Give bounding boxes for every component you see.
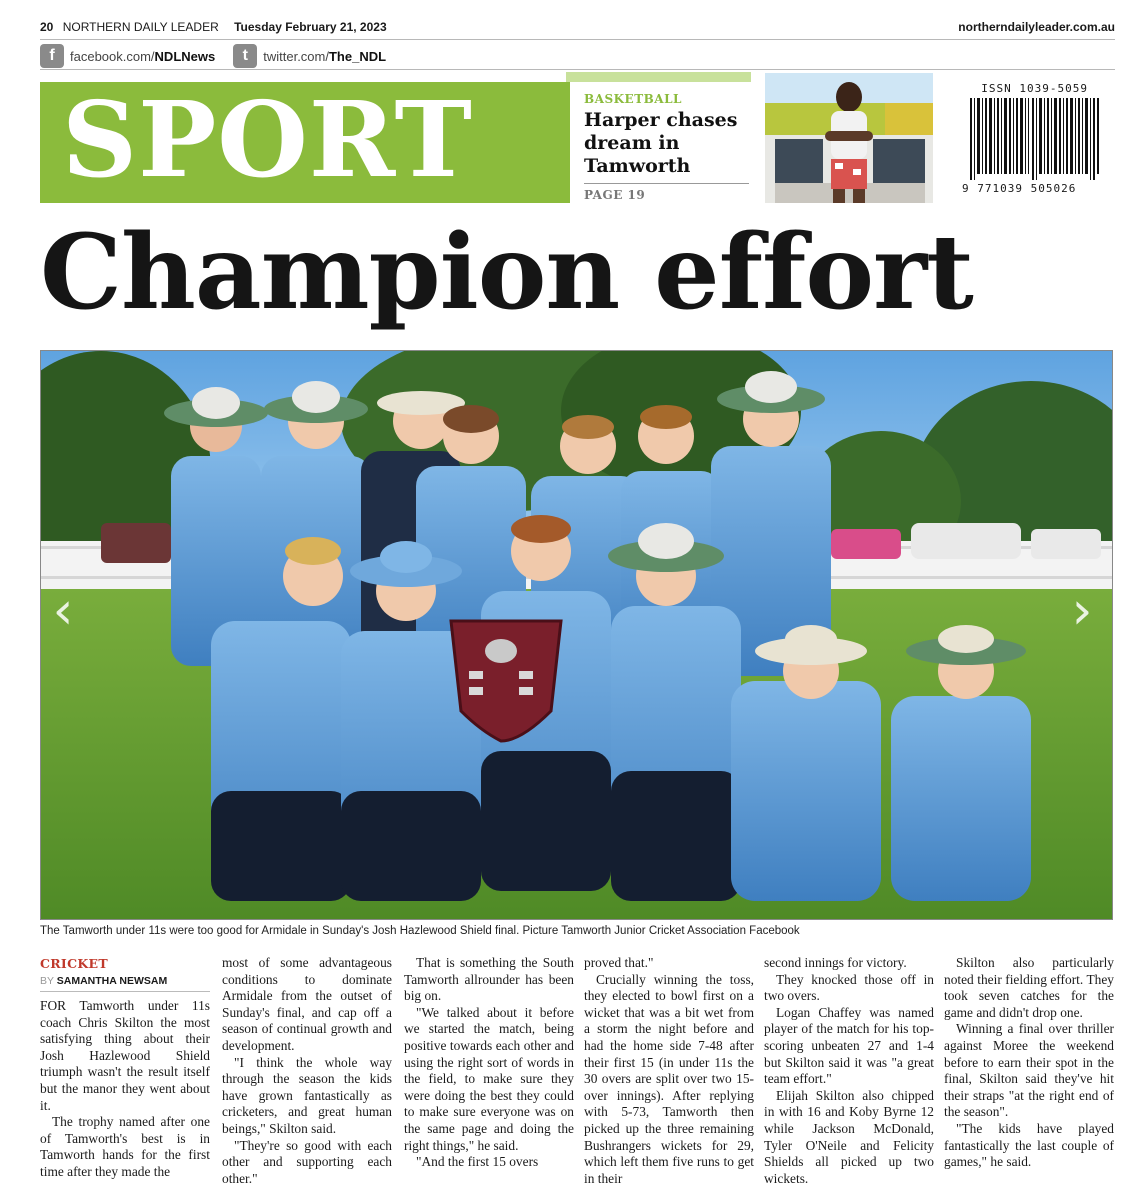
article-category: CRICKET	[40, 956, 108, 971]
section-banner	[40, 82, 570, 203]
barcode-number: 9 771039 505026	[962, 182, 1077, 195]
publication-name: NORTHERN DAILY LEADER	[62, 20, 219, 34]
next-photo-arrow-icon[interactable]: ›	[1071, 581, 1093, 641]
team-photo-illustration	[41, 351, 1113, 920]
article-paragraph: Crucially winning the toss, they elected to bowl first on a wicket that was a bit wet from a storm the night before and had the home side 7-48 after their first 15 (in under 11s the 30 overs are split over two 15-over innings). After replying with 5-73, Tamworth then picked up the three remaining Bushrangers wickets for 29, which left them five runs to get in their	[584, 971, 754, 1186]
article-column-1	[40, 955, 210, 1181]
teaser-headline: Harper chases dream in Tamworth	[584, 109, 738, 177]
article-paragraph: Elijah Skilton also chipped in with 16 and Koby Byrne 12 while Jackson McDonald, Tyler O'Neile and Felicity Shields all picked up two wickets.	[764, 1087, 934, 1186]
author-name: SAMANTHA NEWSAM	[56, 975, 168, 987]
main-headline: Champion effort	[40, 212, 973, 333]
article-paragraph: most of some advantageous conditions to dominate Armidale from the outset of Sunday's final, and cap off a season of continual growth and development.	[222, 955, 392, 1053]
twitter-link[interactable]: twitter.com/The_NDL	[263, 48, 387, 64]
section-title: SPORT	[62, 82, 473, 201]
issue-date: Tuesday February 21, 2023	[234, 20, 387, 34]
article-byline: BY SAMANTHA NEWSAM	[40, 975, 168, 987]
social-links	[40, 44, 404, 68]
article-paragraph: The trophy named after one of Tamworth's best is in Tamworth hands for the first time after they made the	[40, 1114, 210, 1179]
article-paragraph: Logan Chaffey was named player of the match for his top-scoring unbeaten 27 and 1-4 but Skilton said it was "a great team effort."	[764, 1004, 934, 1087]
article-paragraph: "We talked about it before we started the match, being positive towards each other and using the right sort of words in the field, to make sure they were doing the best they could to make sure everyone was on the same page and doing the right things," he said.	[404, 1004, 574, 1153]
article-paragraph: "I think the whole way through the season the kids have grown fantastically as cricketers, and great human beings," Skilton said.	[222, 1054, 392, 1136]
article-paragraph: second innings for victory.	[764, 955, 907, 970]
teaser-box[interactable]	[584, 92, 749, 202]
barcode-block	[960, 82, 1100, 197]
facebook-link[interactable]: facebook.com/NDLNews	[70, 48, 216, 64]
article-column-5	[764, 955, 934, 1187]
article-paragraph: Winning a final over thriller against Moree the weekend before to earn their spot in the final, Skilton said they've hit their straps "at the right end of the season".	[944, 1021, 1114, 1120]
issn-number: ISSN 1039-5059	[981, 82, 1088, 95]
website-link[interactable]: northerndailyleader.com.au	[958, 20, 1115, 34]
article-paragraph: They knocked those off in two overs.	[764, 971, 934, 1004]
article-column-4	[584, 955, 754, 1187]
facebook-icon: f	[40, 44, 64, 68]
page-number: 20	[40, 20, 54, 34]
twitter-icon: t	[233, 44, 257, 68]
article-column-3	[404, 955, 574, 1171]
teaser-photo	[765, 73, 933, 203]
article-paragraph: Skilton also particularly noted their fielding effort. They took seven catches for the game and didn't drop one.	[944, 955, 1114, 1020]
teaser-kicker: BASKETBALL	[584, 92, 682, 106]
article-paragraph: proved that."	[584, 955, 654, 970]
header-divider	[40, 39, 1115, 40]
article-column-6	[944, 955, 1114, 1171]
team-photo	[40, 350, 1113, 920]
teaser-divider	[584, 183, 749, 184]
article-paragraph: FOR Tamworth under 11s coach Chris Skilton the most satisfying thing about their Josh Hazlewood Shield triumph wasn't the result itself but the manor they went about it.	[40, 998, 210, 1113]
social-divider	[40, 69, 1115, 70]
photo-caption: The Tamworth under 11s were too good for Armidale in Sunday's Josh Hazlewood Shield final. Picture Tamworth Junior Cricket Association Facebook	[40, 925, 800, 937]
banner-accent-strip	[566, 72, 751, 82]
page-header	[40, 20, 1115, 40]
previous-photo-arrow-icon[interactable]: ‹	[52, 581, 74, 641]
byline-divider	[40, 991, 210, 992]
article-paragraph: That is something the South Tamworth allrounder has been big on.	[404, 955, 574, 1004]
teaser-page-ref: PAGE 19	[584, 188, 646, 202]
barcode-icon	[970, 98, 1100, 180]
article-column-2	[222, 955, 392, 1187]
article-paragraph: "They're so good with each other and supporting each other."	[222, 1137, 392, 1186]
article-paragraph: "And the first 15 overs	[416, 1154, 539, 1170]
article-paragraph: "The kids have played fantastically the last couple of games," he said.	[944, 1120, 1114, 1170]
